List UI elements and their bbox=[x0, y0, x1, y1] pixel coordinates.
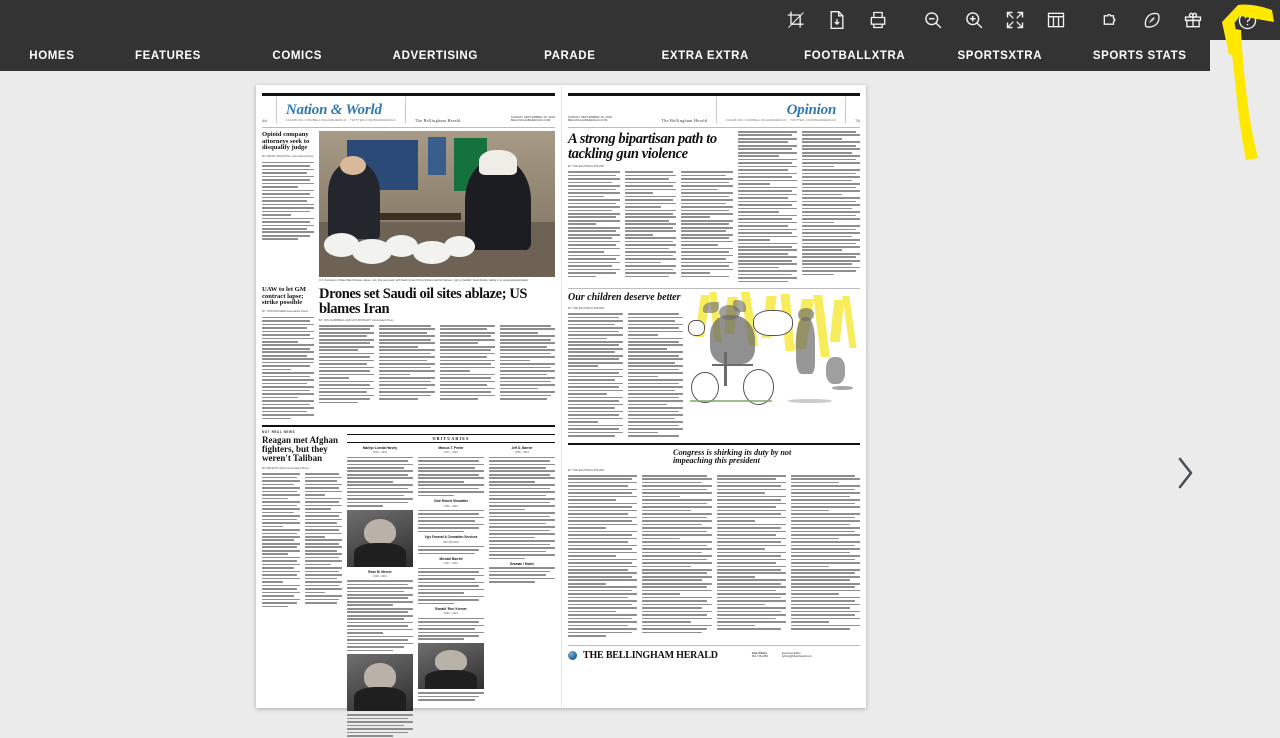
download-page-icon[interactable] bbox=[821, 5, 852, 36]
section-title-left: Nation & World bbox=[285, 102, 382, 119]
publication-footer-name: THE BELLINGHAM HERALD bbox=[583, 649, 718, 661]
masthead-divider bbox=[845, 97, 846, 123]
folio-right: 7A bbox=[855, 118, 860, 123]
obituary-name: Michael Barrett bbox=[439, 557, 463, 562]
date-line-left: SUNDAY SEPTEMBER 15, 2019 BELLINGHAMHERALD.COM bbox=[510, 114, 555, 123]
obituary-portrait bbox=[347, 510, 413, 567]
obituary-entry[interactable] bbox=[418, 446, 484, 496]
bipartisan-gun-headline: A strong bipartisan path to tackling gun violence bbox=[568, 131, 717, 162]
impeachment-body-columns bbox=[568, 475, 860, 639]
obituary-name: Marcus T. Peeler bbox=[438, 446, 464, 451]
obituary-dates: 1942 – 2019 bbox=[444, 612, 458, 616]
obituary-name: Marilyn Loreda Harvey bbox=[362, 446, 398, 451]
obituary-entry[interactable] bbox=[489, 562, 555, 583]
date-line-right: SUNDAY SEPTEMBER 15, 2019 BELLINGHAMHERALD.COM bbox=[568, 114, 613, 123]
page-footer bbox=[568, 650, 860, 661]
our-children-editorial[interactable] bbox=[568, 292, 683, 438]
zoom-in-icon[interactable] bbox=[958, 5, 989, 36]
footer-editor-phone: 360-715-2282 bbox=[751, 655, 768, 659]
nav-item-features[interactable]: FEATURES bbox=[135, 49, 201, 62]
impeachment-byline: BY THE EDITORIAL BOARD bbox=[568, 468, 605, 473]
globe-icon bbox=[568, 651, 577, 660]
masthead-divider bbox=[276, 97, 277, 123]
obituary-dates: 1971 – 2019 bbox=[444, 451, 458, 455]
footer-editor-info bbox=[752, 652, 768, 659]
obituary-entry[interactable] bbox=[418, 557, 484, 604]
newspaper-page-right[interactable] bbox=[561, 85, 866, 708]
impeachment-headline: Congress is shirking its duty by not impeaching this president bbox=[673, 447, 792, 465]
mid-block-left bbox=[262, 286, 555, 421]
obituary-name: Jeff D. Barrier bbox=[511, 446, 533, 451]
reagan-story-headline: Reagan met Afghan fighters, but they weren't Taliban bbox=[262, 435, 338, 464]
obituary-dates: 1947 – 2019 bbox=[444, 562, 458, 566]
rule bbox=[568, 288, 860, 289]
pompeo-mbs-photo bbox=[319, 131, 555, 277]
masthead-left bbox=[262, 97, 555, 123]
next-page-button[interactable] bbox=[1172, 453, 1198, 493]
reagan-story-byline: BY ARIJETA LAJKA Associated Press bbox=[262, 465, 309, 470]
rule bbox=[568, 443, 860, 445]
obituary-entry[interactable] bbox=[489, 446, 555, 559]
puzzle-icon[interactable] bbox=[1095, 5, 1126, 36]
publication-name-left: The Bellingham Herald bbox=[414, 118, 461, 123]
obituary-entry[interactable] bbox=[347, 446, 413, 507]
footer-editor-contact bbox=[782, 652, 812, 659]
section-tag-right: FACEBOOK.COM/BELLINGHAMHERALD · TWITTER.COM/BHAMHERALD bbox=[726, 119, 837, 123]
obituary-name: Vg's Funeral & Cremation Services bbox=[424, 535, 478, 540]
fullscreen-icon[interactable] bbox=[999, 5, 1030, 36]
children-editorial-block bbox=[568, 292, 860, 438]
nav-item-footballxtra[interactable]: FOOTBALLXTRA bbox=[804, 49, 906, 62]
masthead-divider-2 bbox=[716, 97, 717, 123]
masthead-rule-left bbox=[262, 93, 555, 96]
uaw-story-headline: UAW to let GM contract lapse; strike possible bbox=[262, 285, 307, 307]
drones-lead-headline: Drones set Saudi oil sites ablaze; US blames Iran bbox=[319, 285, 528, 317]
obituary-dates: 1930 – 2019 bbox=[444, 504, 458, 508]
crop-icon[interactable] bbox=[780, 5, 811, 36]
masthead-right bbox=[568, 97, 860, 123]
obituary-dates: 1934 – 2019 bbox=[373, 451, 387, 455]
folio-left: 4A bbox=[262, 118, 267, 123]
bipartisan-gun-editorial[interactable] bbox=[568, 131, 733, 284]
bottom-block-left bbox=[262, 430, 555, 738]
rule bbox=[568, 645, 860, 646]
section-title-block-right bbox=[726, 103, 836, 123]
our-children-byline: BY THE EDITORIAL BOARD bbox=[568, 305, 605, 310]
masthead-divider-2 bbox=[405, 97, 406, 123]
obituary-name: Ronald 'Ron' Kremer bbox=[435, 607, 467, 612]
bipartisan-gun-byline: BY THE EDITORIAL BOARD bbox=[568, 163, 605, 168]
obituaries-column-3 bbox=[489, 446, 555, 738]
top-block-left bbox=[262, 131, 555, 283]
footer-editor-title: Executive Editor bbox=[781, 651, 801, 655]
obituary-name: Seaman / Moles bbox=[510, 562, 534, 567]
top-toolbar bbox=[0, 0, 1280, 40]
toolbar-group-view bbox=[912, 5, 1076, 36]
obituary-portrait bbox=[418, 643, 484, 689]
obituaries-columns bbox=[347, 446, 555, 738]
nav-item-parade[interactable]: PARADE bbox=[544, 49, 596, 62]
editorial-cartoon-block bbox=[688, 292, 860, 438]
section-navigation-bar bbox=[0, 40, 1210, 71]
opioid-story-headline: Opioid company attorneys seek to disqualify judge bbox=[262, 131, 310, 152]
gun-editorial-block bbox=[568, 131, 860, 284]
opioid-story[interactable] bbox=[262, 131, 314, 283]
nav-item-sports-stats[interactable]: SPORTS STATS bbox=[1092, 49, 1187, 62]
page-layout-icon[interactable] bbox=[1040, 5, 1071, 36]
print-icon[interactable] bbox=[862, 5, 893, 36]
obituary-entry[interactable] bbox=[418, 499, 484, 532]
obituary-name: Rose M. Mercer bbox=[368, 569, 392, 574]
obituary-dates: 1955 – 2019 bbox=[515, 451, 529, 455]
drones-body-columns bbox=[319, 325, 555, 405]
reagan-story[interactable] bbox=[262, 430, 342, 738]
gift-icon[interactable] bbox=[1177, 5, 1208, 36]
toolbar-group-extras bbox=[1090, 5, 1213, 36]
rule bbox=[568, 127, 860, 128]
obituaries-column-1 bbox=[347, 446, 413, 738]
obituary-entry[interactable] bbox=[418, 607, 484, 640]
reagan-story-kicker: NOT REAL NEWS bbox=[262, 430, 296, 435]
rule bbox=[262, 127, 555, 128]
masthead-rule-right bbox=[568, 93, 860, 96]
nav-item-homes[interactable]: HOMES bbox=[29, 49, 75, 62]
obituary-name: Clair Robert Showalter bbox=[433, 499, 469, 504]
obituary-dates: 1928 – 2019 bbox=[373, 574, 387, 578]
football-icon[interactable] bbox=[1136, 5, 1167, 36]
nav-item-extra-extra[interactable]: EXTRA EXTRA bbox=[661, 49, 749, 62]
drones-lead-story[interactable] bbox=[319, 286, 555, 421]
editorial-cartoon bbox=[688, 292, 860, 416]
obituary-entry[interactable] bbox=[347, 570, 413, 652]
lead-photo-block bbox=[319, 131, 555, 283]
nav-item-advertising[interactable]: ADVERTISING bbox=[392, 49, 478, 62]
toolbar-group-document bbox=[775, 5, 898, 36]
section-title-block-left bbox=[286, 103, 396, 123]
opioid-story-byline: BY GEOFF MULVIHILL Associated Press bbox=[262, 154, 314, 159]
drones-lead-byline: BY JON GAMBRELL AND AYA BATRAWY Associated Press bbox=[319, 318, 394, 323]
nav-item-sportsxtra[interactable]: SPORTSXTRA bbox=[957, 49, 1043, 62]
lead-photo-caption: U.S. Secretary of State Mike Pompeo, above, met, this past week, with Saudi Crown Prince Mohammed bin Salman, right, in Jeddah, Saudi Arabia, calling it 'an unprecedented attack.' bbox=[319, 279, 530, 283]
section-title-right: Opinion bbox=[786, 102, 837, 119]
obituary-dates: 360-734-0234 bbox=[443, 540, 459, 544]
nav-item-comics[interactable]: COMICS bbox=[272, 49, 323, 62]
our-children-headline: Our children deserve better bbox=[568, 292, 681, 304]
obituary-entry[interactable] bbox=[418, 535, 484, 554]
publication-name-right: The Bellingham Herald bbox=[661, 118, 708, 123]
page-viewer bbox=[0, 71, 1280, 720]
uaw-story-byline: BY TOM KRISHER Associated Press bbox=[262, 308, 309, 313]
newspaper-page-left[interactable] bbox=[256, 85, 561, 708]
gun-editorial-sidebar bbox=[738, 131, 860, 284]
obituaries-column-2 bbox=[418, 446, 484, 738]
obituaries-section[interactable] bbox=[347, 430, 555, 738]
uaw-story[interactable] bbox=[262, 286, 314, 421]
obituary-portrait bbox=[347, 654, 413, 711]
help-icon[interactable] bbox=[1232, 5, 1263, 36]
obituaries-label: OBITUARIES bbox=[347, 434, 555, 443]
footer-editor-email: jshirley@bhamherald.com bbox=[781, 655, 812, 659]
newspaper-spread bbox=[256, 85, 866, 708]
impeachment-editorial[interactable] bbox=[568, 448, 860, 639]
footer-editor-name: Julie Shirley bbox=[751, 651, 768, 655]
rule bbox=[262, 425, 555, 427]
section-tag-left: FACEBOOK.COM/BELLINGHAMHERALD · TWITTER.COM/BHAMHERALD bbox=[285, 119, 396, 123]
zoom-out-icon[interactable] bbox=[917, 5, 948, 36]
